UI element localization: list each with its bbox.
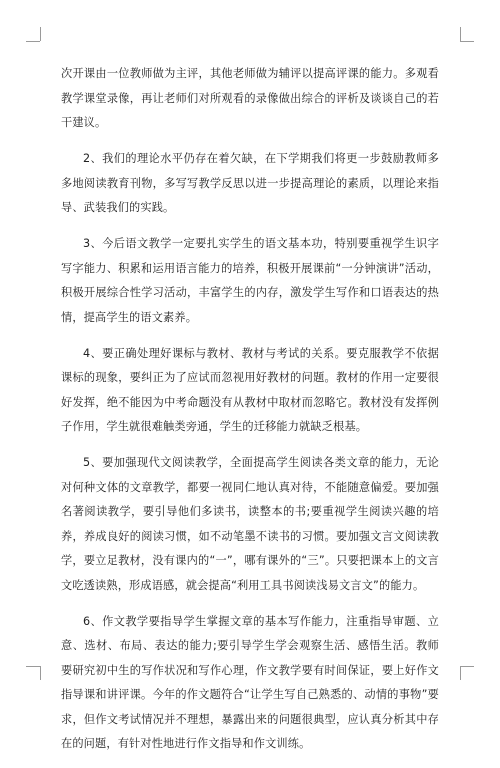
crop-mark-top-right-horizontal (460, 41, 474, 42)
crop-mark-top-left-vertical (40, 27, 41, 41)
paragraph-item-6: 6、作文教学要指导学生掌握文章的基本写作能力，注重指导审题、立意、选材、布局、表达的能力;要引导学生学会观察生活、感悟生活。教师要研究初中生的写作状况和写作心理，作文教学要有时间保证，要上好作文指导课和讲评课。今年的作文题符合“让学生写自己熟悉的、动情的事物”要求，但作文考试情况并不理想，暴露出来的问题很典型，应认真分析其中存在的问题，有针对性地进行作文指导和作文训练。 (61, 614, 439, 750)
paragraph-item-3: 3、今后语文教学一定要扎实学生的语文基本功，特别要重视学生识字写字能力、积累和运用语言能力的培养，积极开展课前“一分钟演讲”活动，积极开展综合性学习活动，丰富学生的内存，激发学生写作和口语表达的热情，提高学生的语文素养。 (61, 237, 439, 324)
crop-mark-top-left-horizontal (26, 41, 40, 42)
crop-mark-bottom-left-vertical (40, 666, 41, 680)
crop-mark-bottom-right-horizontal (460, 666, 474, 667)
crop-mark-bottom-left-horizontal (26, 666, 40, 667)
paragraph-item-2: 2、我们的理论水平仍存在着欠缺，在下学期我们将更一步鼓励教师多多地阅读教育刊物，多写写教学反思以进一步提高理论的素质，以理论来指导、武装我们的实践。 (61, 152, 439, 214)
paragraph-continuation: 次开课由一位教师做为主评，其他老师做为辅评以提高评课的能力。多观看教学课堂录像，再让老师们对所观看的录像做出综合的评析及谈谈自己的若干建议。 (61, 67, 439, 129)
paragraph-item-4: 4、要正确处理好课标与教材、教材与考试的关系。要克服教学不依据课标的现象，要纠正为了应试而忽视用好教材的问题。教材的作用一定要很好发挥，绝不能因为中考命题没有从教材中取材而忽略它。教材没有发挥例子作用，学生就很难触类旁通，学生的迁移能力就缺乏根基。 (61, 346, 439, 433)
crop-mark-bottom-right-vertical (460, 666, 461, 680)
document-body (61, 62, 439, 768)
paragraph-item-5: 5、要加强现代文阅读教学，全面提高学生阅读各类文章的能力，无论对何种文体的文章教学，都要一视同仁地认真对待，不能随意偏爱。要加强名著阅读教学，要引导他们多读书，读整本的书;要重视学生阅读兴趣的培养，养成良好的阅读习惯，如不动笔墨不读书的习惯。要加强文言文阅读教学，要立足教材，没有课内的“一”，哪有课外的“三”。只要把课本上的文言文吃透读熟，形成语感，就会提高“利用工具书阅读浅易文言文”的能力。 (61, 456, 439, 592)
crop-mark-top-right-vertical (460, 27, 461, 41)
